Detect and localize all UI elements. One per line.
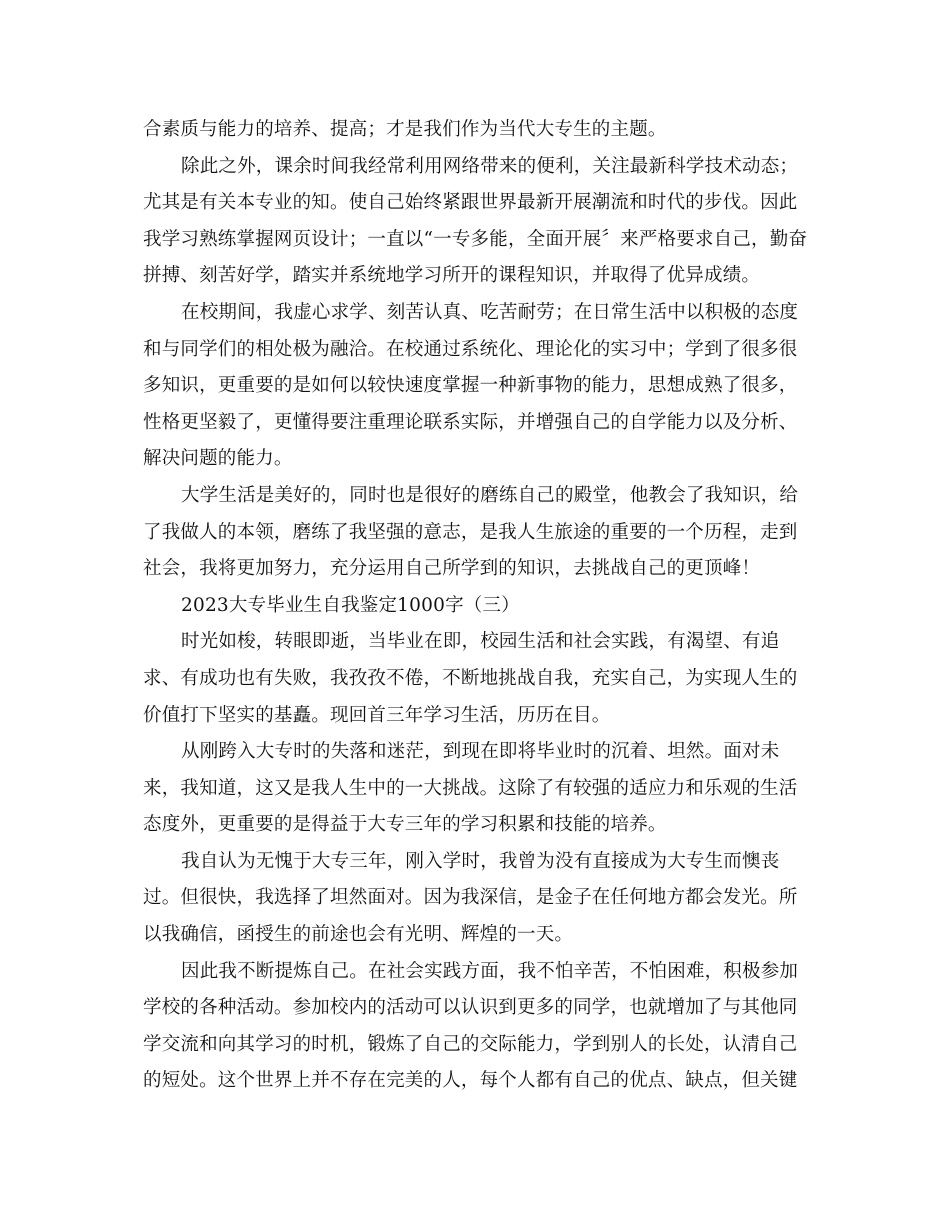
text-line: 多知识，更重要的是如何以较快速度掌握一种新事物的能力，思想成熟了很多， xyxy=(143,375,798,397)
paragraph-first-line: 我自认为无愧于大专三年，刚入学时，我曾为没有直接成为大专生而懊丧 xyxy=(181,850,780,872)
text-line: 了我做人的本领，磨练了我坚强的意志，是我人生旅途的重要的一个历程，走到 xyxy=(143,521,798,543)
text-line: 态度外，更重要的是得益于大专三年的学习积累和技能的培养。 xyxy=(143,814,667,836)
paragraph-first-line: 2023大专毕业生自我鉴定1000字（三） xyxy=(181,594,520,616)
paragraph-first-line: 从刚跨入大专时的失落和迷茫，到现在即将毕业时的沉着、坦然。面对未 xyxy=(181,741,780,763)
text-line: 过。但很快，我选择了坦然面对。因为我深信，是金子在任何地方都会发光。所 xyxy=(143,887,798,909)
text-line: 尤其是有关本专业的知。使自己始终紧跟世界最新开展潮流和时代的步伐。因此 xyxy=(143,192,798,214)
text-line: 以我确信，函授生的前途也会有光明、辉煌的一天。 xyxy=(143,924,574,946)
paragraph-first-line: 在校期间，我虚心求学、刻苦认真、吃苦耐劳；在日常生活中以积极的态度 xyxy=(181,301,799,323)
text-line: 和与同学们的相处极为融洽。在校通过系统化、理论化的实习中；学到了很多很 xyxy=(143,338,798,360)
document-body xyxy=(143,112,808,1100)
text-line: 学交流和向其学习的时机，锻炼了自己的交际能力，学到别人的长处，认清自己 xyxy=(143,1033,798,1055)
text-line: 的短处。这个世界上并不存在完美的人，每个人都有自己的优点、缺点，但关键 xyxy=(143,1070,798,1092)
text-line: 我学习熟练掌握网页设计；一直以“一专多能，全面开展〞来严格要求自己，勤奋 xyxy=(143,228,808,250)
text-line: 性格更坚毅了，更懂得要注重理论联系实际，并增强自己的自学能力以及分析、 xyxy=(143,411,798,433)
paragraph-first-line: 因此我不断提炼自己。在社会实践方面，我不怕辛苦，不怕困难，积极参加 xyxy=(181,960,799,982)
paragraph-first-line: 时光如梭，转眼即逝，当毕业在即，校园生活和社会实践，有渴望、有追 xyxy=(181,631,780,653)
text-line: 求、有成功也有失败，我孜孜不倦，不断地挑战自我，充实自己，为实现人生的 xyxy=(143,667,798,689)
text-line: 价值打下坚实的基矗。现回首三年学习生活，历历在目。 xyxy=(143,704,611,726)
text-line: 拼搏、刻苦好学，踏实并系统地学习所开的课程知识，并取得了优异成绩。 xyxy=(143,265,761,287)
text-line: 来，我知道，这又是我人生中的一大挑战。这除了有较强的适应力和乐观的生活 xyxy=(143,777,798,799)
paragraph-first-line: 大学生活是美好的，同时也是很好的磨练自己的殿堂，他教会了我知识，给 xyxy=(181,484,799,506)
text-line: 合素质与能力的培养、提高；才是我们作为当代大专生的主题。 xyxy=(143,119,667,140)
text-line: 解决问题的能力。 xyxy=(143,448,293,470)
text-line: 社会，我将更加努力，充分运用自己所学到的知识，去挑战自己的更顶峰！ xyxy=(143,558,761,580)
text-line: 学校的各种活动。参加校内的活动可以认识到更多的同学，也就增加了与其他同 xyxy=(143,997,798,1019)
paragraph-first-line: 除此之外，课余时间我经常利用网络带来的便利，关注最新科学技术动态； xyxy=(181,155,799,177)
